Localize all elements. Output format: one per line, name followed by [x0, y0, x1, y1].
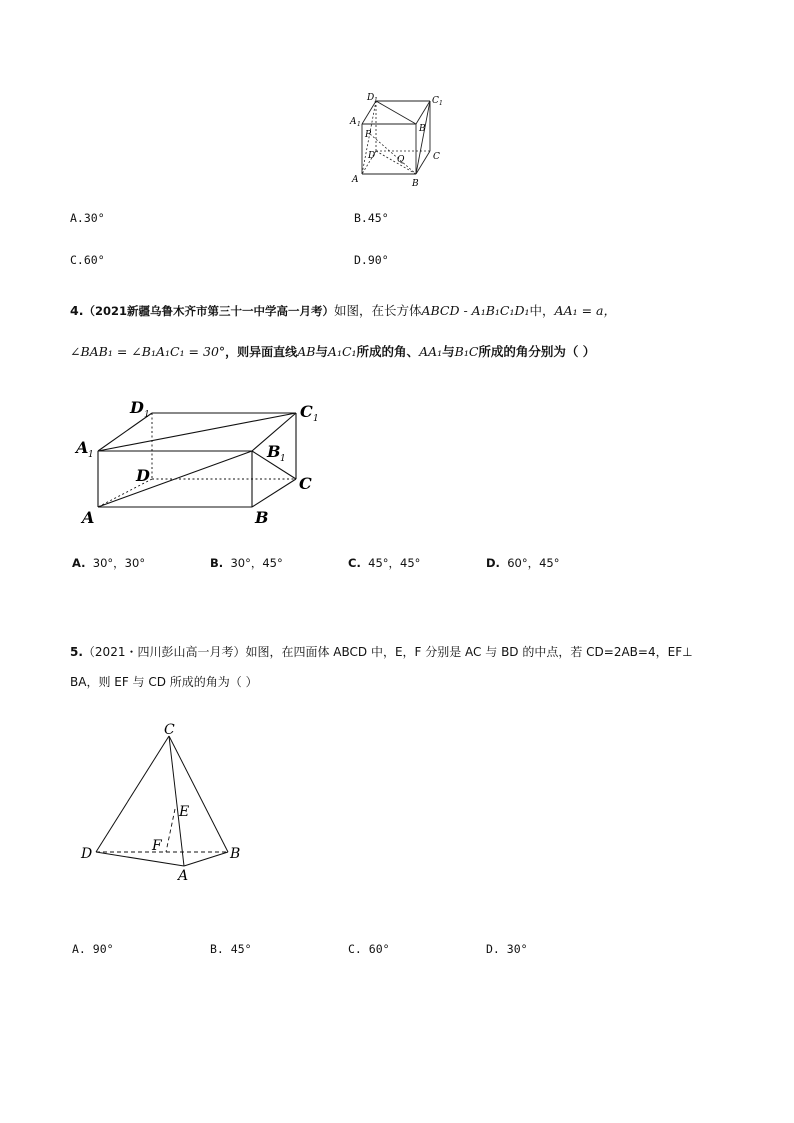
q4-angle-cond: ∠BAB₁ = ∠B₁A₁C₁ = 30°: [70, 344, 226, 359]
q5-stem-line1: [70, 642, 693, 662]
option-letter: A.: [72, 556, 86, 570]
q4-label-A1: A: [76, 438, 89, 457]
q5-source: （2021・四川彭山高一月考）: [82, 645, 246, 659]
q4-label-C: C: [299, 474, 312, 493]
q3-label-A1: A: [350, 117, 357, 127]
q4-sub: 1: [144, 410, 150, 420]
q4-sub: 1: [88, 450, 94, 460]
q4-label-C1: C: [300, 402, 313, 421]
q4-mid: 所成的角、: [356, 344, 420, 359]
q4-stem-line1: [70, 301, 616, 321]
q3-label-A: A: [352, 175, 359, 185]
q3-sub: 1: [439, 100, 443, 107]
q3-sub: 1: [374, 97, 378, 104]
q3-label-B1: B: [419, 124, 426, 134]
option-letter: C.: [70, 253, 84, 267]
q4-text-a: 如图，在长方体: [333, 303, 422, 318]
q3-label-P: P: [365, 130, 372, 140]
q3-label-D: D: [368, 151, 376, 161]
q4-aa1: AA₁: [419, 344, 443, 359]
q3-option-d[interactable]: [354, 253, 389, 267]
q4-end: 所成的角分别为（ ）: [478, 344, 596, 359]
option-letter: D.: [486, 556, 500, 570]
q4-cond: AA₁ = a，: [554, 303, 616, 318]
q4-option-b[interactable]: [210, 555, 283, 571]
option-letter: A.: [70, 211, 84, 225]
q4-text-b: 中，: [529, 303, 555, 318]
q5-label-E: E: [179, 804, 190, 820]
q5-label-F: F: [152, 838, 162, 854]
q5-label-A: A: [178, 868, 189, 882]
option-letter: C.: [348, 942, 362, 956]
q5-label-B: B: [230, 846, 241, 862]
q3-label-Q: Q: [397, 155, 405, 165]
option-letter: B.: [210, 556, 224, 570]
q4-stem-line2: [70, 342, 595, 362]
q4-sub: 1: [313, 414, 319, 424]
option-letter: D.: [486, 942, 500, 956]
q4-source: （2021新疆乌鲁木齐市第三十一中学高一月考）: [83, 304, 334, 318]
q4-label-A: A: [82, 508, 95, 527]
option-value: 90°: [92, 942, 114, 956]
q3-label-D1: D: [367, 93, 375, 103]
option-value: 60°: [83, 253, 105, 267]
q3-label-C: C: [433, 152, 440, 162]
option-letter: C.: [348, 556, 361, 570]
q4-box-figure: [72, 395, 332, 530]
option-value: 45°: [367, 211, 389, 225]
option-value: 30°，45°: [230, 556, 283, 570]
q5-label-D: D: [81, 846, 93, 862]
q5-stem-line2: [70, 672, 258, 692]
option-letter: A.: [72, 942, 86, 956]
q4-ab: AB: [297, 344, 316, 359]
q4-solid: ABCD - A₁B₁C₁D₁: [421, 303, 530, 318]
q4-label-D: D: [136, 466, 150, 485]
q3-option-c[interactable]: [70, 253, 105, 267]
option-value: 45°，45°: [368, 556, 421, 570]
q4-and2: 与: [442, 344, 455, 359]
q5-option-a[interactable]: [72, 942, 114, 956]
q5-label-C: C: [164, 722, 175, 738]
q3-label-C1: C: [432, 96, 439, 106]
q3-option-b[interactable]: [354, 211, 389, 225]
q4-option-d[interactable]: [486, 555, 560, 571]
q4-option-a[interactable]: [72, 555, 145, 571]
q5-tetrahedron-figure: [78, 722, 258, 882]
q5-number: 5.: [70, 645, 83, 659]
q3-option-a[interactable]: [70, 211, 105, 225]
q3-label-B: B: [412, 179, 419, 189]
option-value: 90°: [367, 253, 389, 267]
q4-label-D1: D: [130, 398, 144, 417]
option-value: 60°，45°: [507, 556, 560, 570]
option-value: 45°: [230, 942, 252, 956]
q5-option-b[interactable]: [210, 942, 252, 956]
option-letter: B.: [354, 211, 368, 225]
q4-b1c: B₁C: [454, 344, 479, 359]
q5-option-d[interactable]: [486, 942, 528, 956]
q4-option-c[interactable]: [348, 555, 420, 571]
q4-number: 4.: [70, 303, 84, 318]
q5-option-c[interactable]: [348, 942, 390, 956]
option-letter: D.: [354, 253, 368, 267]
q3-cube-figure: [340, 88, 450, 190]
q4-and1: 与: [315, 344, 328, 359]
q3-sub: 1: [357, 121, 361, 128]
q4-label-B: B: [255, 508, 269, 527]
option-letter: B.: [210, 942, 224, 956]
option-value: 30°: [83, 211, 105, 225]
q4-label-B1: B: [267, 442, 281, 461]
q4-line2-text: ，则异面直线: [225, 345, 298, 359]
q5-line1: 如图，在四面体 ABCD 中，E，F 分别是 AC 与 BD 的中点，若 CD=2AB=4，EF⊥: [245, 645, 693, 659]
q5-line2: BA，则 EF 与 CD 所成的角为（ ）: [70, 675, 258, 689]
q4-a1c1: A₁C₁: [327, 344, 357, 359]
q4-sub: 1: [280, 454, 286, 464]
option-value: 30°，30°: [92, 556, 146, 570]
option-value: 30°: [506, 942, 528, 956]
option-value: 60°: [368, 942, 390, 956]
